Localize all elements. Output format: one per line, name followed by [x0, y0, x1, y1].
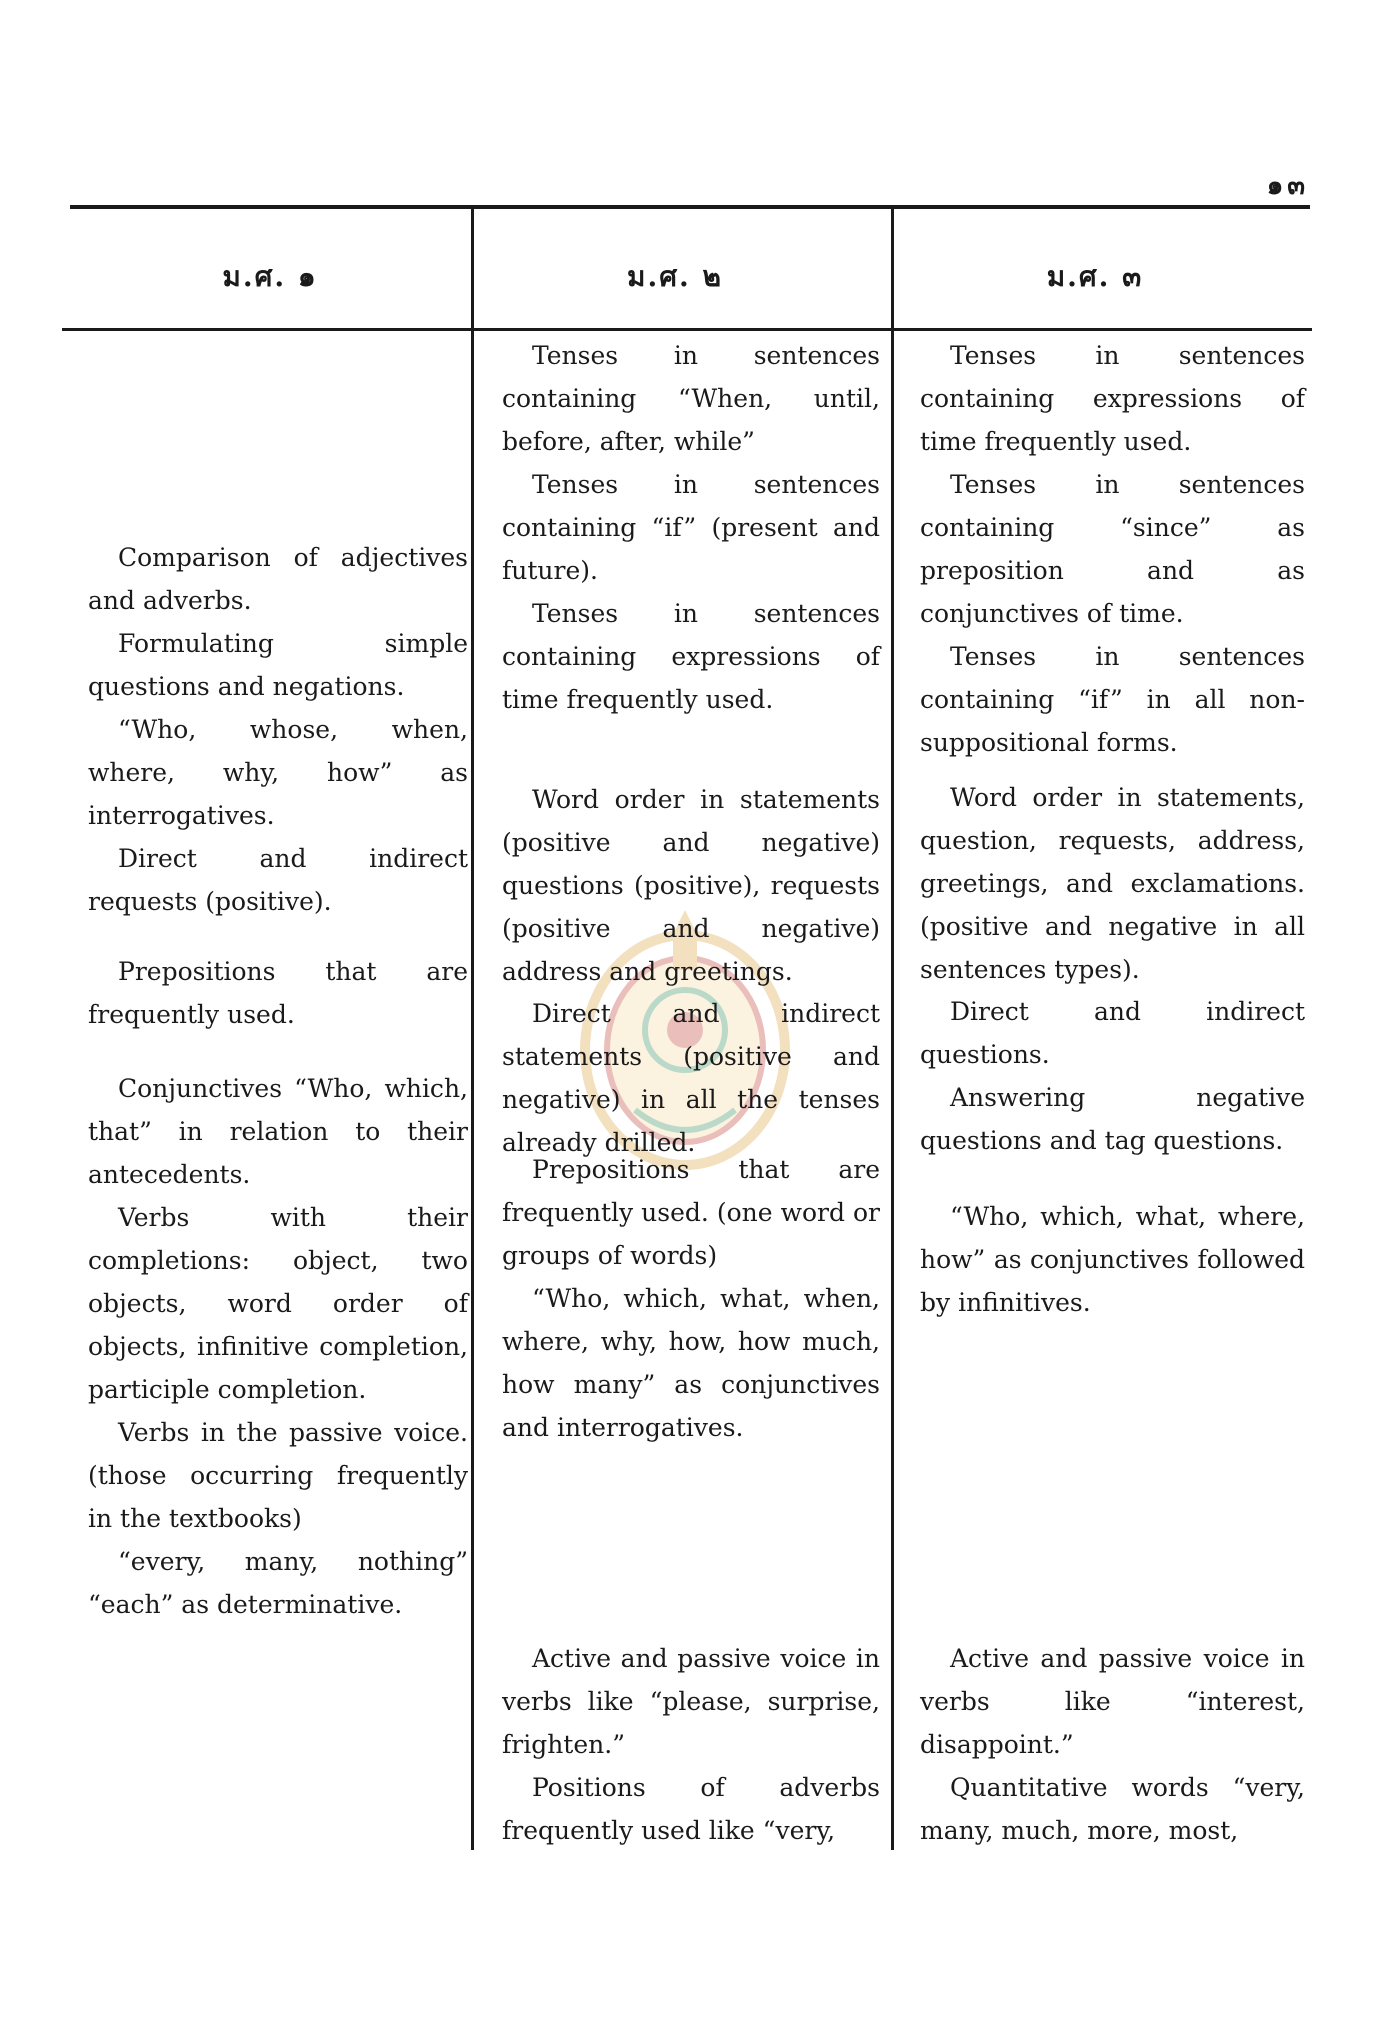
col3-paragraph-direct-indirect: Direct and indirect questions. — [920, 997, 1305, 1069]
col2-paragraph-direct-indirect: Direct and indirect statements (positive and negative) in all the tenses already drilled. — [502, 999, 880, 1157]
col3-paragraph-tenses-time: Tenses in sentences containing expressions of time frequently used. — [920, 341, 1305, 456]
top-rule — [70, 205, 1310, 209]
col1-paragraph-determinatives: “every, many, nothing” “each” as determinative. — [88, 1547, 468, 1619]
col2-paragraph-prepositions: Prepositions that are frequently used. (one word or groups of words) — [502, 1155, 880, 1270]
col2-paragraph-tenses-time: Tenses in sentences containing expressions of time frequently used. — [502, 599, 880, 714]
column-divider-2 — [891, 205, 894, 1850]
header-rule — [62, 328, 1312, 331]
col3-paragraph-tenses-since: Tenses in sentences containing “since” as preposition and as conjunctives of time. — [920, 470, 1305, 628]
col1-paragraph-requests: Direct and indirect requests (positive). — [88, 844, 468, 916]
col3-paragraph-word-order: Word order in statements, question, requests, address, greetings, and exclamations. (positive and negative in all sentences types). — [920, 783, 1305, 984]
column-header-1: ม.ศ. ๑ — [222, 260, 318, 293]
col1-paragraph-simple-questions: Formulating simple questions and negations. — [88, 629, 468, 701]
col1-paragraph-conjunctives: Conjunctives “Who, which, that” in relation to their antecedents. — [88, 1074, 468, 1189]
col2-paragraph-adverbs: Positions of adverbs frequently used like “very, — [502, 1773, 880, 1845]
col1-paragraph-comparison: Comparison of adjectives and adverbs. — [88, 543, 468, 615]
column-header-2: ม.ศ. ๒ — [627, 260, 723, 293]
col3-paragraph-active-passive: Active and passive voice in verbs like “interest, disappoint.” — [920, 1644, 1305, 1759]
col2-paragraph-word-order: Word order in statements (positive and negative) questions (positive), requests (positive and negative) address and greetings. — [502, 785, 880, 986]
col3-paragraph-tenses-if: Tenses in sentences containing “if” in all non-suppositional forms. — [920, 642, 1305, 757]
column-header-3: ม.ศ. ๓ — [1046, 260, 1144, 293]
col2-paragraph-tenses-when: Tenses in sentences containing “When, until, before, after, while” — [502, 341, 880, 456]
col2-paragraph-active-passive: Active and passive voice in verbs like “please, surprise, frighten.” — [502, 1644, 880, 1759]
page-number: ๑๓ — [1266, 171, 1309, 201]
col1-paragraph-verb-completions: Verbs with their completions: object, two objects, word order of objects, infinitive completion, participle completion. — [88, 1203, 468, 1404]
col2-paragraph-conjunctives: “Who, which, what, when, where, why, how, how much, how many” as conjunctives and interrogatives. — [502, 1284, 880, 1442]
col1-paragraph-prepositions: Prepositions that are frequently used. — [88, 957, 468, 1029]
col2-paragraph-tenses-if: Tenses in sentences containing “if” (present and future). — [502, 470, 880, 585]
col1-paragraph-interrogatives: “Who, whose, when, where, why, how” as interrogatives. — [88, 715, 468, 830]
col3-paragraph-conjunctives: “Who, which, what, where, how” as conjunctives followed by infinitives. — [920, 1202, 1305, 1317]
col3-paragraph-quantitative: Quantitative words “very, many, much, more, most, — [920, 1773, 1305, 1845]
col1-paragraph-passive-voice: Verbs in the passive voice. (those occurring frequently in the textbooks) — [88, 1418, 468, 1533]
col3-paragraph-negative-questions: Answering negative questions and tag questions. — [920, 1083, 1305, 1155]
column-divider-1 — [471, 205, 474, 1850]
